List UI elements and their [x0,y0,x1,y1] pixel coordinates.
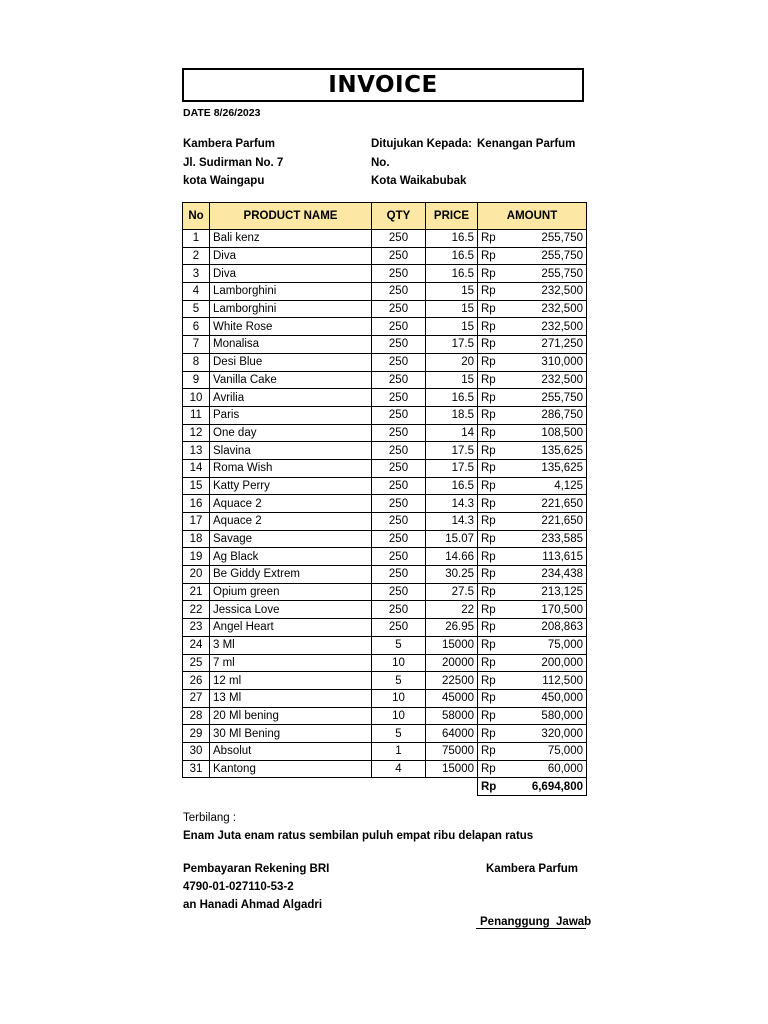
item-amount-cell [478,689,587,707]
item-no: 20 [183,566,210,584]
item-amount: 200,000 [541,656,583,669]
table-row [183,742,587,760]
item-name: Jessica Love [210,601,372,619]
header-price: PRICE [426,203,478,230]
item-amount: 112,500 [542,674,583,687]
item-price: 16.5 [426,265,478,283]
recipient-no-label: No. [371,157,390,169]
item-currency: Rp [481,373,496,386]
item-amount: 221,650 [541,515,583,528]
item-no: 24 [183,636,210,654]
item-name: Lamborghini [210,300,372,318]
item-amount: 232,500 [541,303,583,316]
item-amount-cell [478,283,587,301]
item-qty: 250 [372,406,426,424]
table-row [183,283,587,301]
header-amount: AMOUNT [478,203,587,230]
item-qty: 10 [372,707,426,725]
item-currency: Rp [481,515,496,528]
item-amount-cell [478,619,587,637]
recipient-name: Kenangan Parfum [477,138,576,150]
item-amount-cell [478,336,587,354]
item-price: 20000 [426,654,478,672]
item-name: 20 Ml bening [210,707,372,725]
item-amount-cell [478,601,587,619]
item-qty: 250 [372,353,426,371]
item-amount: 113,615 [542,550,583,563]
table-row [183,371,587,389]
item-amount-cell [478,371,587,389]
item-currency: Rp [481,497,496,510]
item-price: 14.66 [426,548,478,566]
item-qty: 250 [372,530,426,548]
item-name: Paris [210,406,372,424]
item-no: 27 [183,689,210,707]
item-name: 13 Ml [210,689,372,707]
item-price: 75000 [426,742,478,760]
item-price: 16.5 [426,389,478,407]
item-amount: 450,000 [541,692,583,705]
item-amount-cell [478,247,587,265]
item-currency: Rp [481,356,496,369]
item-amount-cell [478,636,587,654]
item-currency: Rp [481,727,496,740]
item-no: 14 [183,459,210,477]
item-no: 13 [183,442,210,460]
item-amount: 255,750 [541,232,583,245]
item-qty: 4 [372,760,426,778]
item-name: Ag Black [210,548,372,566]
item-price: 20 [426,353,478,371]
item-amount: 232,500 [541,373,583,386]
signer-title: Penanggung Jawab [480,916,592,928]
item-no: 7 [183,336,210,354]
item-no: 26 [183,672,210,690]
table-row [183,247,587,265]
table-row [183,318,587,336]
item-currency: Rp [481,762,496,775]
item-price: 30.25 [426,566,478,584]
item-name: 12 ml [210,672,372,690]
item-amount: 75,000 [547,745,583,758]
table-row [183,477,587,495]
item-amount: 232,500 [541,320,583,333]
item-currency: Rp [481,303,496,316]
item-amount-cell [478,230,587,248]
item-amount: 233,585 [541,533,583,546]
table-row [183,760,587,778]
header-product: PRODUCT NAME [210,203,372,230]
item-qty: 250 [372,247,426,265]
item-currency: Rp [481,709,496,722]
item-amount: 208,863 [541,621,583,634]
item-price: 26.95 [426,619,478,637]
item-price: 27.5 [426,583,478,601]
item-price: 17.5 [426,336,478,354]
item-name: Aquace 2 [210,513,372,531]
item-price: 15.07 [426,530,478,548]
item-qty: 5 [372,672,426,690]
item-qty: 250 [372,477,426,495]
table-row [183,619,587,637]
item-amount: 286,750 [541,409,583,422]
item-qty: 10 [372,654,426,672]
item-name: Slavina [210,442,372,460]
item-qty: 250 [372,318,426,336]
item-currency: Rp [481,479,496,492]
item-price: 45000 [426,689,478,707]
item-amount: 108,500 [541,426,583,439]
table-row [183,707,587,725]
item-name: 7 ml [210,654,372,672]
item-qty: 250 [372,389,426,407]
item-qty: 10 [372,689,426,707]
item-currency: Rp [481,603,496,616]
item-name: Diva [210,247,372,265]
item-name: 3 Ml [210,636,372,654]
item-price: 22500 [426,672,478,690]
item-price: 18.5 [426,406,478,424]
table-row [183,636,587,654]
item-qty: 250 [372,583,426,601]
item-name: Angel Heart [210,619,372,637]
item-qty: 250 [372,548,426,566]
item-qty: 250 [372,424,426,442]
item-name: Monalisa [210,336,372,354]
table-row [183,353,587,371]
item-amount-cell [478,672,587,690]
item-name: 30 Ml Bening [210,725,372,743]
item-amount-cell [478,583,587,601]
item-no: 16 [183,495,210,513]
item-amount-cell [478,513,587,531]
item-amount-cell [478,548,587,566]
item-name: Aquace 2 [210,495,372,513]
item-amount-cell [478,760,587,778]
item-amount: 271,250 [541,338,583,351]
table-row [183,583,587,601]
item-price: 22 [426,601,478,619]
item-name: Desi Blue [210,353,372,371]
signature-line [476,928,586,929]
item-no: 28 [183,707,210,725]
item-currency: Rp [481,674,496,687]
item-currency: Rp [481,568,496,581]
item-name: Roma Wish [210,459,372,477]
signer-company: Kambera Parfum [486,863,579,875]
item-no: 17 [183,513,210,531]
item-currency: Rp [481,267,496,280]
item-currency: Rp [481,550,496,563]
item-price: 16.5 [426,477,478,495]
item-no: 6 [183,318,210,336]
item-amount-cell [478,477,587,495]
seller-name: Kambera Parfum [183,138,276,150]
table-row [183,530,587,548]
terbilang-text: Enam Juta enam ratus sembilan puluh empat ribu delapan ratus [183,830,534,842]
item-currency: Rp [481,338,496,351]
item-amount-cell [478,654,587,672]
item-amount-cell [478,265,587,283]
item-no: 10 [183,389,210,407]
item-currency: Rp [481,285,496,298]
item-amount: 580,000 [541,709,583,722]
table-row [183,566,587,584]
total-amount: 6,694,800 [531,780,583,793]
item-name: Vanilla Cake [210,371,372,389]
item-price: 15000 [426,760,478,778]
item-name: Kantong [210,760,372,778]
item-currency: Rp [481,621,496,634]
item-price: 64000 [426,725,478,743]
item-name: White Rose [210,318,372,336]
item-amount: 232,500 [541,285,583,298]
item-qty: 250 [372,495,426,513]
header-qty: QTY [372,203,426,230]
item-no: 15 [183,477,210,495]
item-price: 17.5 [426,459,478,477]
table-row [183,689,587,707]
invoice-title: INVOICE [182,68,584,102]
item-name: Katty Perry [210,477,372,495]
item-no: 4 [183,283,210,301]
item-price: 15000 [426,636,478,654]
item-amount: 60,000 [547,762,583,775]
item-amount-cell [478,353,587,371]
table-header-row [183,203,587,230]
item-currency: Rp [481,320,496,333]
item-price: 16.5 [426,230,478,248]
item-currency: Rp [481,250,496,263]
item-amount-cell [478,530,587,548]
item-qty: 250 [372,300,426,318]
item-price: 15 [426,283,478,301]
table-row [183,389,587,407]
item-price: 16.5 [426,247,478,265]
item-qty: 250 [372,601,426,619]
item-no: 12 [183,424,210,442]
item-no: 22 [183,601,210,619]
item-no: 1 [183,230,210,248]
recipient-city: Kota Waikabubak [371,175,467,187]
table-row [183,442,587,460]
item-name: Bali kenz [210,230,372,248]
item-no: 23 [183,619,210,637]
item-no: 11 [183,406,210,424]
table-row [183,230,587,248]
table-row [183,654,587,672]
item-no: 29 [183,725,210,743]
item-price: 58000 [426,707,478,725]
item-amount-cell [478,389,587,407]
item-qty: 1 [372,742,426,760]
item-amount-cell [478,459,587,477]
item-no: 31 [183,760,210,778]
table-row [183,548,587,566]
table-row [183,424,587,442]
item-amount: 255,750 [541,391,583,404]
item-qty: 250 [372,265,426,283]
invoice-items-table [182,202,587,796]
item-no: 19 [183,548,210,566]
item-name: Be Giddy Extrem [210,566,372,584]
item-currency: Rp [481,444,496,457]
item-currency: Rp [481,391,496,404]
item-currency: Rp [481,426,496,439]
item-currency: Rp [481,232,496,245]
total-amount-cell [478,778,587,796]
table-row [183,265,587,283]
item-amount-cell [478,406,587,424]
table-row [183,725,587,743]
item-no: 18 [183,530,210,548]
item-no: 21 [183,583,210,601]
item-qty: 250 [372,230,426,248]
item-no: 2 [183,247,210,265]
item-amount: 234,438 [541,568,583,581]
item-currency: Rp [481,462,496,475]
item-currency: Rp [481,692,496,705]
item-amount: 135,625 [541,462,583,475]
total-currency: Rp [481,780,497,793]
terbilang-label: Terbilang : [183,812,237,824]
item-price: 14 [426,424,478,442]
item-qty: 250 [372,283,426,301]
table-row [183,601,587,619]
item-name: One day [210,424,372,442]
table-row [183,672,587,690]
item-price: 14.3 [426,513,478,531]
item-no: 25 [183,654,210,672]
item-price: 17.5 [426,442,478,460]
item-amount: 310,000 [541,356,583,369]
item-price: 15 [426,318,478,336]
total-row [183,778,587,796]
item-amount: 221,650 [541,497,583,510]
payment-account: 4790-01-027110-53-2 [183,881,294,893]
payment-bank: Pembayaran Rekening BRI [183,863,330,875]
item-no: 8 [183,353,210,371]
item-no: 30 [183,742,210,760]
item-currency: Rp [481,745,496,758]
item-amount: 75,000 [547,639,583,652]
header-no: No [183,203,210,230]
item-amount-cell [478,725,587,743]
item-qty: 5 [372,636,426,654]
item-no: 3 [183,265,210,283]
item-name: Opium green [210,583,372,601]
item-name: Savage [210,530,372,548]
item-amount-cell [478,707,587,725]
item-qty: 250 [372,336,426,354]
table-row [183,495,587,513]
item-currency: Rp [481,409,496,422]
item-amount-cell [478,300,587,318]
item-currency: Rp [481,639,496,652]
item-amount: 255,750 [541,267,583,280]
item-amount: 255,750 [541,250,583,263]
item-currency: Rp [481,533,496,546]
item-qty: 250 [372,442,426,460]
item-name: Absolut [210,742,372,760]
item-currency: Rp [481,586,496,599]
item-amount-cell [478,495,587,513]
seller-city: kota Waingapu [183,175,265,187]
item-currency: Rp [481,656,496,669]
item-amount-cell [478,424,587,442]
item-qty: 250 [372,459,426,477]
table-row [183,459,587,477]
item-amount-cell [478,318,587,336]
item-price: 14.3 [426,495,478,513]
item-name: Avrilia [210,389,372,407]
item-price: 15 [426,300,478,318]
item-amount: 320,000 [541,727,583,740]
item-name: Lamborghini [210,283,372,301]
item-amount: 135,625 [541,444,583,457]
item-no: 9 [183,371,210,389]
payment-holder: an Hanadi Ahmad Algadri [183,899,323,911]
item-qty: 250 [372,371,426,389]
item-qty: 250 [372,566,426,584]
seller-address: Jl. Sudirman No. 7 [183,157,284,169]
table-row [183,406,587,424]
item-amount: 170,500 [541,603,583,616]
item-price: 15 [426,371,478,389]
table-row [183,336,587,354]
item-qty: 250 [372,513,426,531]
table-row [183,513,587,531]
item-amount: 4,125 [554,479,583,492]
recipient-label: Ditujukan Kepada: [371,138,472,150]
item-amount-cell [478,566,587,584]
item-qty: 5 [372,725,426,743]
item-qty: 250 [372,619,426,637]
invoice-date: DATE 8/26/2023 [183,107,261,119]
item-name: Diva [210,265,372,283]
item-amount-cell [478,442,587,460]
item-amount: 213,125 [541,586,583,599]
item-no: 5 [183,300,210,318]
item-amount-cell [478,742,587,760]
table-row [183,300,587,318]
